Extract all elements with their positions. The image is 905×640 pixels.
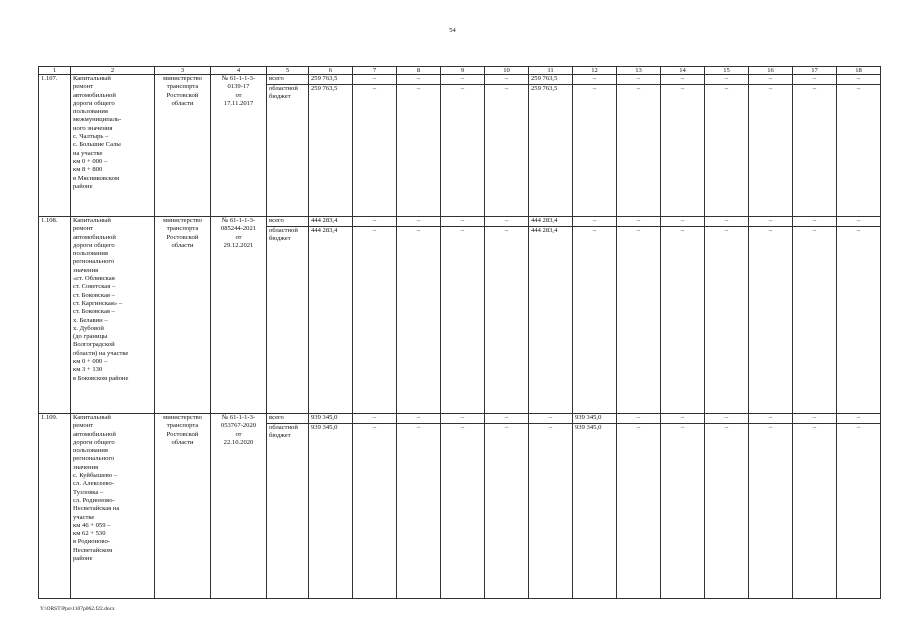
amount-cell: – <box>397 424 441 599</box>
amount-cell: – <box>793 75 837 85</box>
amount-cell: – <box>573 227 617 414</box>
amount-cell: – <box>793 227 837 414</box>
amount-cell: 444 283,4 <box>309 217 353 227</box>
funding-source: областной бюджет <box>267 85 309 217</box>
funding-source: всего <box>267 414 309 424</box>
amount-cell: – <box>661 217 705 227</box>
amount-cell: 444 283,4 <box>309 227 353 414</box>
amount-cell: – <box>661 424 705 599</box>
column-number-row <box>39 67 881 75</box>
amount-cell: – <box>397 227 441 414</box>
amount-cell: – <box>441 227 485 414</box>
column-header: 14 <box>661 67 705 75</box>
amount-cell: – <box>705 75 749 85</box>
amount-cell: – <box>793 414 837 424</box>
amount-cell: – <box>793 424 837 599</box>
amount-cell: – <box>529 424 573 599</box>
document-number: № 61-1-1-3- 085244-2021 от 29.12.2021 <box>211 217 267 414</box>
amount-cell: – <box>485 424 529 599</box>
amount-cell: – <box>617 75 661 85</box>
funding-source: областной бюджет <box>267 227 309 414</box>
column-header: 3 <box>155 67 211 75</box>
amount-cell: – <box>749 85 793 217</box>
column-header: 17 <box>793 67 837 75</box>
funding-source: областной бюджет <box>267 424 309 599</box>
amount-cell: – <box>837 85 881 217</box>
amount-cell: 444 283,4 <box>529 227 573 414</box>
amount-cell: – <box>573 75 617 85</box>
amount-cell: – <box>573 217 617 227</box>
amount-cell: – <box>485 85 529 217</box>
amount-cell: 259 763,5 <box>529 85 573 217</box>
column-header: 7 <box>353 67 397 75</box>
amount-cell: – <box>705 424 749 599</box>
amount-cell: – <box>617 227 661 414</box>
row-number: 1.108. <box>39 217 71 414</box>
amount-cell: – <box>661 85 705 217</box>
amount-cell: 444 283,4 <box>529 217 573 227</box>
amount-cell: 259 763,5 <box>309 75 353 85</box>
object-name: Капитальный ремонт автомобильной дороги общего пользования регионального значения «ст. Обливская ст. Советская – ст. Боковская – ст. Каргинская» – ст. Боковская – х. Белавин – х. Дубовой (до границы Волгоградской области) на участке км 0 + 000 – км 3 + 130 в Боковском районе <box>71 217 155 414</box>
amount-cell: – <box>793 85 837 217</box>
column-header: 16 <box>749 67 793 75</box>
column-header: 9 <box>441 67 485 75</box>
amount-cell: – <box>485 414 529 424</box>
amount-cell: – <box>397 75 441 85</box>
column-header: 12 <box>573 67 617 75</box>
table-row <box>39 217 881 227</box>
amount-cell: – <box>705 414 749 424</box>
amount-cell: – <box>837 414 881 424</box>
amount-cell: – <box>661 227 705 414</box>
amount-cell: – <box>837 217 881 227</box>
ministry-name: министерство транспорта Ростовской области <box>155 414 211 599</box>
amount-cell: – <box>837 424 881 599</box>
amount-cell: – <box>705 217 749 227</box>
amount-cell: 939 345,0 <box>309 424 353 599</box>
amount-cell: – <box>661 75 705 85</box>
column-header: 15 <box>705 67 749 75</box>
amount-cell: – <box>617 217 661 227</box>
amount-cell: – <box>441 414 485 424</box>
object-name: Капитальный ремонт автомобильной дороги общего пользования межмуниципаль- ного значения с. Чалтырь – с. Большие Салы на участке км 0 + 000 – км 8 + 800 в Мясниковском районе <box>71 75 155 217</box>
amount-cell: – <box>573 85 617 217</box>
budget-table <box>38 66 881 599</box>
table-body <box>39 67 881 599</box>
amount-cell: – <box>793 217 837 227</box>
amount-cell: – <box>749 217 793 227</box>
amount-cell: – <box>353 424 397 599</box>
funding-source: всего <box>267 75 309 85</box>
amount-cell: – <box>353 217 397 227</box>
amount-cell: 939 345,0 <box>573 424 617 599</box>
amount-cell: – <box>749 227 793 414</box>
column-header: 18 <box>837 67 881 75</box>
column-header: 2 <box>71 67 155 75</box>
amount-cell: – <box>441 75 485 85</box>
amount-cell: – <box>353 75 397 85</box>
amount-cell: – <box>529 414 573 424</box>
column-header: 4 <box>211 67 267 75</box>
table-row <box>39 414 881 424</box>
amount-cell: – <box>837 227 881 414</box>
amount-cell: 259 763,5 <box>529 75 573 85</box>
amount-cell: 939 345,0 <box>573 414 617 424</box>
file-path-footer: Y:\ORST\Ppo\1107p062.f22.docx <box>40 606 115 612</box>
column-header: 1 <box>39 67 71 75</box>
amount-cell: – <box>749 414 793 424</box>
amount-cell: – <box>705 85 749 217</box>
amount-cell: – <box>353 414 397 424</box>
column-header: 5 <box>267 67 309 75</box>
object-name: Капитальный ремонт автомобильной дороги общего пользования регионального значения с. Куйбышево – сл. Алексеево- Тузловка – сл. Родионово- Несветайская на участке км 46 + 059 – км 62 + 530 в Родионово- Несветайском районе <box>71 414 155 599</box>
amount-cell: – <box>749 424 793 599</box>
amount-cell: – <box>705 227 749 414</box>
amount-cell: – <box>441 424 485 599</box>
table-row <box>39 75 881 85</box>
document-number: № 61-1-1-3- 0139-17 от 17.11.2017 <box>211 75 267 217</box>
amount-cell: – <box>441 217 485 227</box>
funding-source: всего <box>267 217 309 227</box>
amount-cell: – <box>397 85 441 217</box>
amount-cell: – <box>661 414 705 424</box>
amount-cell: – <box>617 85 661 217</box>
amount-cell: – <box>397 414 441 424</box>
amount-cell: – <box>837 75 881 85</box>
amount-cell: 259 763,5 <box>309 85 353 217</box>
ministry-name: министерство транспорта Ростовской области <box>155 75 211 217</box>
amount-cell: – <box>485 227 529 414</box>
amount-cell: – <box>749 75 793 85</box>
column-header: 11 <box>529 67 573 75</box>
document-number: № 61-1-1-3- 053767-2020 от 22.10.2020 <box>211 414 267 599</box>
column-header: 6 <box>309 67 353 75</box>
column-header: 8 <box>397 67 441 75</box>
amount-cell: – <box>617 414 661 424</box>
amount-cell: – <box>441 85 485 217</box>
row-number: 1.107. <box>39 75 71 217</box>
amount-cell: – <box>353 227 397 414</box>
column-header: 10 <box>485 67 529 75</box>
amount-cell: – <box>617 424 661 599</box>
page-number: 54 <box>449 27 456 34</box>
amount-cell: – <box>485 217 529 227</box>
column-header: 13 <box>617 67 661 75</box>
amount-cell: – <box>397 217 441 227</box>
ministry-name: министерство транспорта Ростовской области <box>155 217 211 414</box>
row-number: 1.109. <box>39 414 71 599</box>
amount-cell: 939 345,0 <box>309 414 353 424</box>
amount-cell: – <box>353 85 397 217</box>
amount-cell: – <box>485 75 529 85</box>
